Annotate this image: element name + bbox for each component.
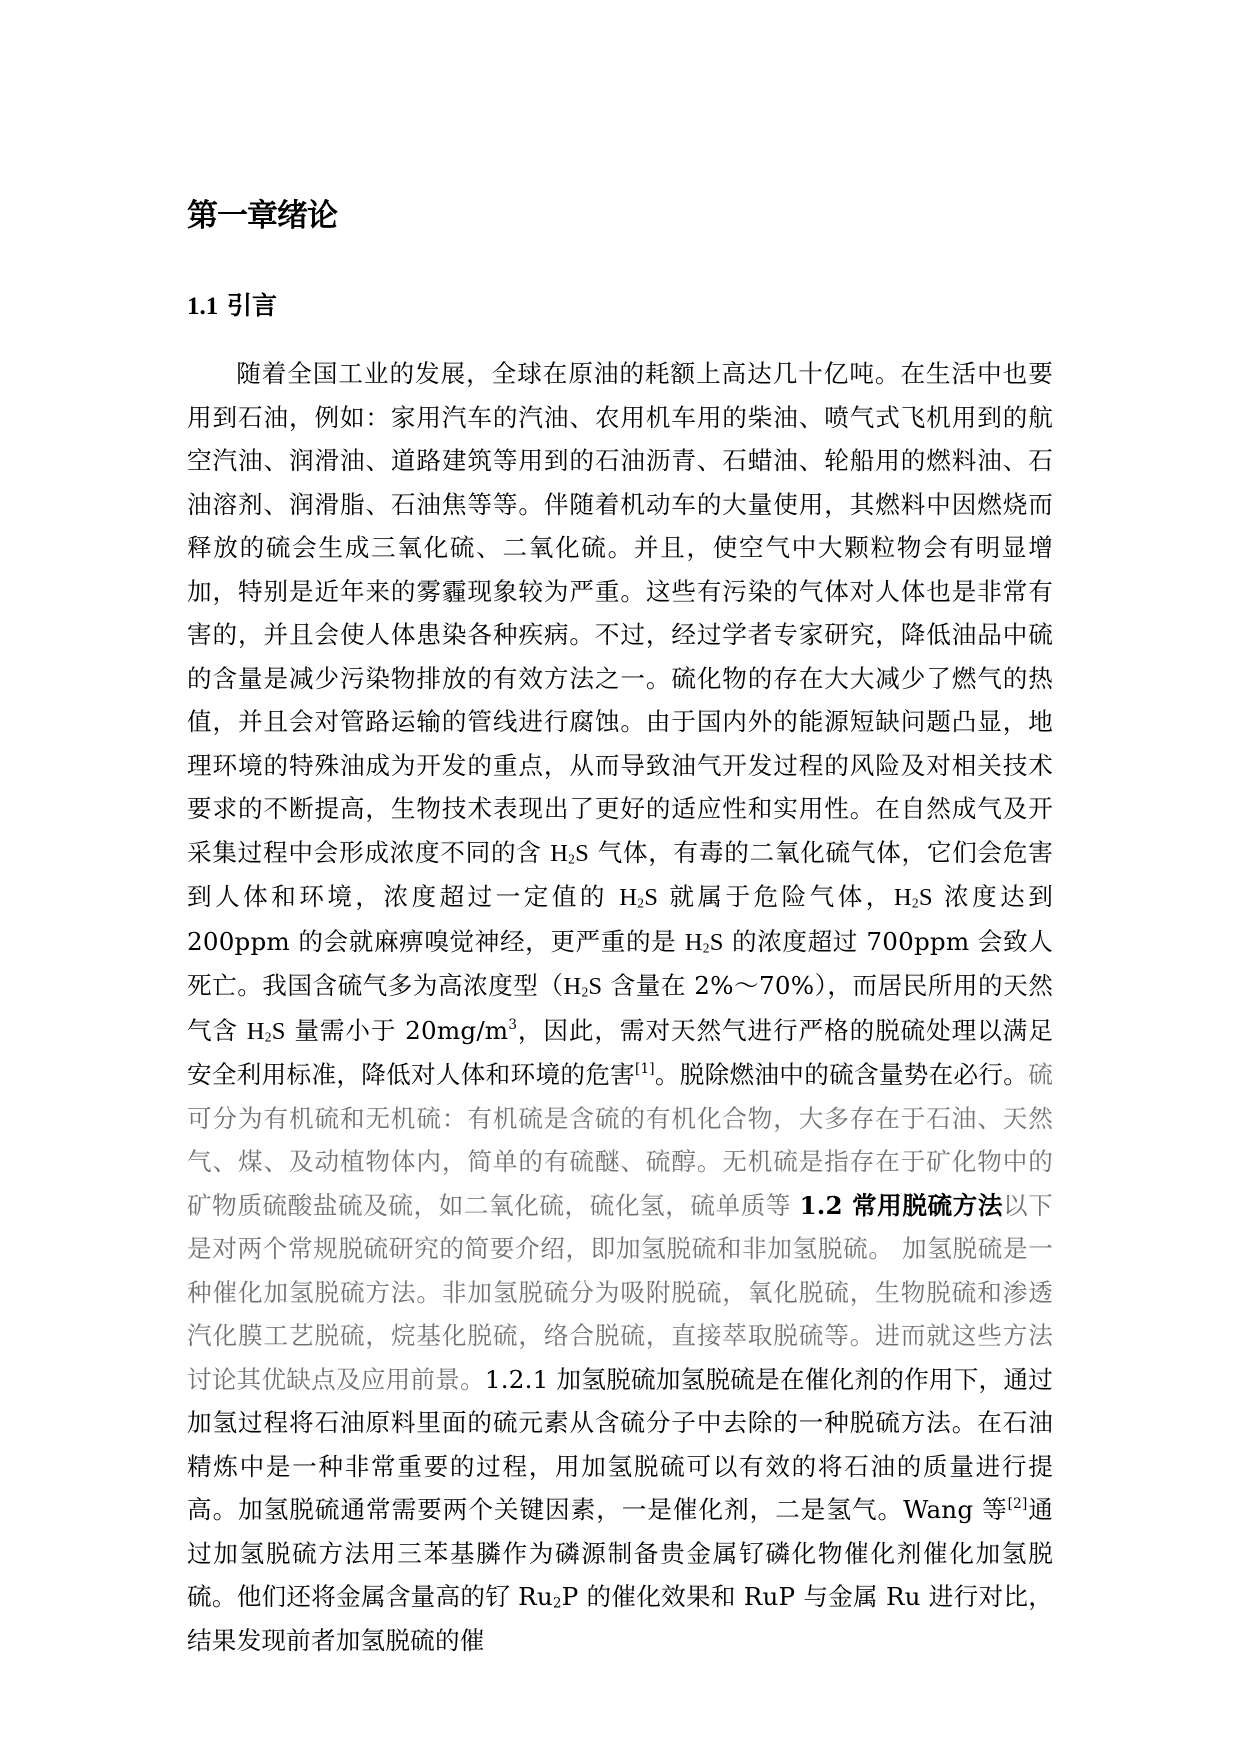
text-segment: 通过加氢脱硫方法用三苯基膦作为磷源制备贵金属钌磷化物催化剂催化加氢脱硫。他们还将金属含量高的钌 Ru [187, 1495, 1053, 1611]
chemical-formula-h2s: $H_2S$ [893, 884, 933, 911]
text-segment: 1.2.1 加氢脱硫加氢脱硫是在催化剂的作用下，通过加氢过程将石油原料里面的硫元素从含硫分子中去除的一种脱硫方法。在石油精炼中是一种非常重要的过程，用加氢脱硫可以有效的将石油的质量进行提高。加氢脱硫通常需要两个关键因素，一是催化剂，二是氢气。Wang 等 [187, 1364, 1053, 1524]
chemical-formula-h2s: $H_2S$ [563, 973, 603, 1000]
chemical-formula-h2s: $H_2S$ [246, 1017, 286, 1045]
text-segment: 就属于危险气体， [658, 882, 894, 911]
unit-exponent: 3 [508, 1016, 518, 1033]
body-paragraph [187, 352, 1053, 1662]
chemical-formula-h2s: $H_2S$ [619, 884, 659, 911]
gray-text-segment: 以下是对两个常规脱硫研究的简要介绍，即加氢脱硫和非加氢脱硫。 加氢脱硫是一种催化加氢脱硫方法。非加氢脱硫分为吸附脱硫，氧化脱硫，生物脱硫和渗透汽化膜工艺脱硫，烷基化脱硫，络合脱硫，直接萃取脱硫等。进而就这些方法讨论其优缺点及应用前景。 [187, 1190, 1053, 1394]
gray-text-segment: 硫可分为有机硫和无机硫：有机硫是含硫的有机化合物，大多存在于石油、天然气、煤、及动植物体内，简单的有硫醚、硫醇。无机硫是指存在于矿化物中的矿物质硫酸盐硫及硫，如二氧化硫，硫化氢，硫单质等 [187, 1060, 1053, 1220]
text-segment: ，因此，需对天然气进行严格的脱硫处理以满足安全利用标准，降低对人体和环境的危害 [187, 1015, 1053, 1089]
formula-subscript: 2 [552, 1595, 562, 1612]
text-segment: 浓度达到 200ppm 的会就麻痹嗅觉神经，更严重的是 [187, 882, 1053, 956]
text-segment: 含量在 2%～70%），而居民所用的天然气含 [187, 971, 1053, 1045]
text-segment: P 的催化效果和 RuP 与金属 Ru 进行对比，结果发现前者加氢脱硫的催 [187, 1582, 1053, 1655]
section-title-text: 引言 [226, 291, 277, 320]
section-number: 1.1 [187, 293, 219, 320]
text-segment: 量需小于 20mg/m [285, 1015, 509, 1045]
text-segment: 的浓度超过 700ppm 会致人死亡。我国含硫气多为高浓度型（ [187, 926, 1053, 1000]
chemical-formula-h2s: $H_2S$ [550, 839, 590, 867]
section-heading [187, 290, 277, 323]
chapter-title: 第一章绪论 [187, 198, 337, 234]
text-segment: 随着全国工业的发展，全球在原油的耗额上高达几十亿吨。在生活中也要用到石油，例如：家用汽车的汽油、农用机车用的柴油、喷气式飞机用到的航空汽油、润滑油、道路建筑等用到的石油沥青、石蜡油、轮船用的燃料油、石油溶剂、润滑脂、石油焦等等。伴随着机动车的大量使用，其燃料中因燃烧而释放的硫会生成三氧化硫、二氧化硫。并且，使空气中大颗粒物会有明显增加，特别是近年来的雾霾现象较为严重。这些有污染的气体对人体也是非常有害的，并且会使人体患染各种疾病。不过，经过学者专家研究，降低油品中硫的含量是减少污染物排放的有效方法之一。硫化物的存在大大减少了燃气的热值，并且会对管路运输的管线进行腐蚀。由于国内外的能源短缺问题凸显，地理环境的特殊油成为开发的重点，从而导致油气开发过程的风险及对相关技术要求的不断提高，生物技术表现出了更好的适应性和实用性。在自然成气及开采集过程中会形成浓度不同的含 [187, 359, 1053, 867]
chemical-formula-h2s: $H_2S$ [684, 928, 724, 956]
citation-ref-2[interactable]: [2] [1007, 1495, 1028, 1512]
text-segment: 。脱除燃油中的硫含量势在必行。 [654, 1060, 1029, 1089]
citation-ref-1[interactable]: [1] [635, 1060, 655, 1077]
inline-section-heading: 1.2 常用脱硫方法 [799, 1190, 1004, 1220]
text-segment: 气体，有毒的二氧化硫气体，它们会危害到人体和环境，浓度超过一定值的 [187, 837, 1053, 911]
